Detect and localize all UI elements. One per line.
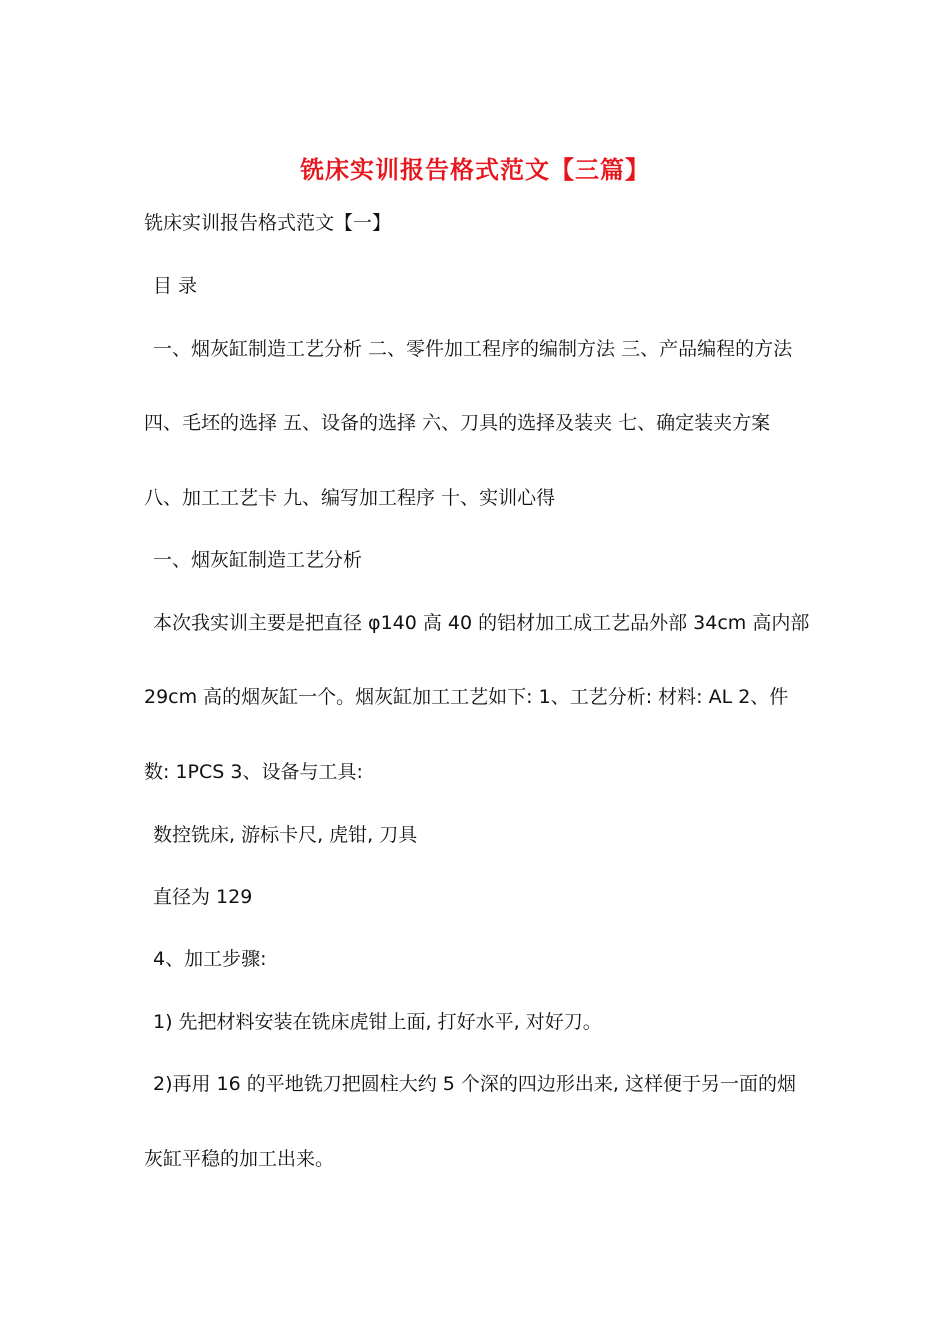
paragraph-line: 直径为 129 [153, 886, 253, 908]
steps-heading: 4、加工步骤: [153, 948, 267, 970]
toc-label: 目 录 [153, 275, 198, 297]
section-heading: 铣床实训报告格式范文【一】 [144, 212, 392, 234]
document-title: 铣床实训报告格式范文【三篇】 [300, 155, 650, 184]
toc-line: 八、加工工艺卡 九、编写加工程序 十、实训心得 [144, 487, 556, 509]
step-item: 2)再用 16 的平地铣刀把圆柱大约 5 个深的四边形出来, 这样便于另一面的烟 [153, 1073, 797, 1095]
toc-line: 四、毛坯的选择 五、设备的选择 六、刀具的选择及装夹 七、确定装夹方案 [144, 412, 771, 434]
toc-line: 一、烟灰缸制造工艺分析 二、零件加工程序的编制方法 三、产品编程的方法 [153, 338, 793, 360]
step-item-continuation: 灰缸平稳的加工出来。 [144, 1148, 335, 1170]
subsection-heading: 一、烟灰缸制造工艺分析 [153, 549, 363, 571]
paragraph-line: 29cm 高的烟灰缸一个。烟灰缸加工工艺如下: 1、工艺分析: 材料: AL 2、件 [144, 686, 789, 708]
paragraph-line: 数: 1PCS 3、设备与工具: [144, 761, 363, 783]
paragraph-line: 本次我实训主要是把直径 φ140 高 40 的铝材加工成工艺品外部 34cm 高内部 [153, 612, 810, 634]
paragraph-line: 数控铣床, 游标卡尺, 虎钳, 刀具 [153, 824, 418, 846]
step-item: 1) 先把材料安装在铣床虎钳上面, 打好水平, 对好刀。 [153, 1011, 602, 1033]
